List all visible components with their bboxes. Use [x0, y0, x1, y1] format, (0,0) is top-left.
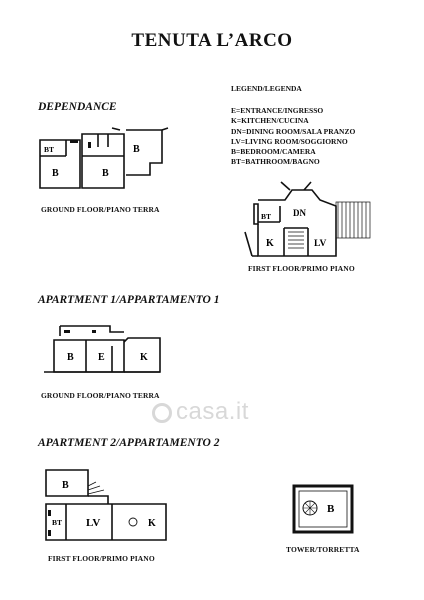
room-label: K [140, 352, 148, 363]
legend-item: B=BEDROOM/CAMERA [231, 147, 316, 157]
apartment2-first-caption: FIRST FLOOR/PRIMO PIANO [48, 554, 155, 563]
room-label: LV [86, 517, 101, 529]
room-label: K [148, 518, 156, 529]
room-label: B [52, 168, 59, 179]
watermark: casa.it [176, 398, 249, 425]
room-label: B [62, 480, 69, 491]
page-title: TENUTA L’ARCO [131, 30, 293, 51]
legend-item: E=ENTRANCE/INGRESSO [231, 106, 324, 115]
apartment1-heading: APARTMENT 1/APPARTAMENTO 1 [38, 294, 220, 306]
legend-item: K=KITCHEN/CUCINA [231, 116, 309, 126]
room-label: LV [314, 239, 327, 249]
legend-item: LV=LIVING ROOM/SOGGIORNO [231, 136, 348, 146]
dependance-first-caption: FIRST FLOOR/PRIMO PIANO [248, 264, 355, 273]
room-label: BT [52, 518, 63, 527]
dependance-heading: DEPENDANCE [38, 101, 117, 113]
legend-item: DN=DINING ROOM/SALA PRANZO [231, 126, 356, 136]
room-label: BT [44, 145, 55, 154]
room-label: B [327, 503, 335, 515]
legend-item: BT=BATHROOM/BAGNO [231, 157, 320, 167]
apartment2-tower-caption: TOWER/TORRETTA [286, 545, 360, 554]
room-label: B [67, 352, 74, 363]
room-label: B [102, 168, 109, 179]
room-label: DN [293, 208, 306, 218]
legend-heading: LEGEND/LEGENDA [231, 84, 302, 93]
apartment2-heading: APARTMENT 2/APPARTAMENTO 2 [38, 437, 220, 449]
room-label: B [133, 144, 140, 155]
room-label: K [266, 238, 274, 249]
room-label: BT [261, 212, 272, 221]
dependance-ground-caption: GROUND FLOOR/PIANO TERRA [41, 205, 160, 214]
room-label: E [98, 352, 105, 363]
apartment1-ground-caption: GROUND FLOOR/PIANO TERRA [41, 391, 160, 400]
